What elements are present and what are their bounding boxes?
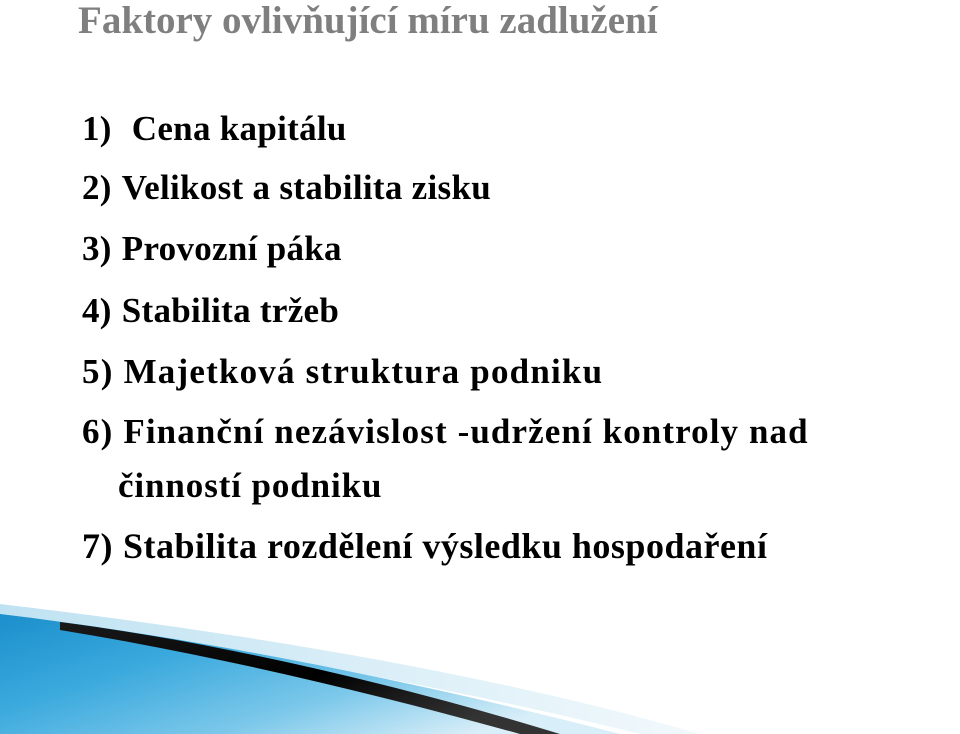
- list-item-continuation: [118, 466, 382, 506]
- decorative-swoosh: [0, 600, 960, 734]
- list-item: [82, 109, 347, 149]
- item-text-continuation: činností podniku: [118, 466, 383, 505]
- item-number: 2): [82, 168, 112, 207]
- item-text: Finanční nezávislost -udržení kontroly nad: [123, 412, 809, 451]
- list-item: [82, 291, 339, 331]
- item-number: 6): [82, 412, 114, 451]
- item-text: Stabilita rozdělení výsledku hospodaření: [123, 526, 768, 566]
- list-item: [82, 168, 491, 208]
- item-number: 7): [82, 526, 113, 566]
- item-number: 3): [82, 229, 112, 268]
- item-text: Velikost a stabilita zisku: [121, 168, 491, 207]
- item-text: Cena kapitálu: [131, 109, 347, 148]
- list-item: [82, 412, 809, 452]
- list-item: [82, 352, 603, 392]
- item-text: Majetková struktura podniku: [123, 352, 604, 391]
- item-number: 4): [82, 291, 112, 330]
- list-item: [82, 229, 342, 269]
- list-item: [82, 526, 767, 566]
- slide-title: Faktory ovlivňující míru zadlužení: [78, 0, 658, 42]
- item-text: Provozní páka: [121, 229, 342, 268]
- item-number: 5): [82, 352, 114, 391]
- item-text: Stabilita tržeb: [121, 291, 340, 330]
- item-number: 1): [82, 109, 112, 148]
